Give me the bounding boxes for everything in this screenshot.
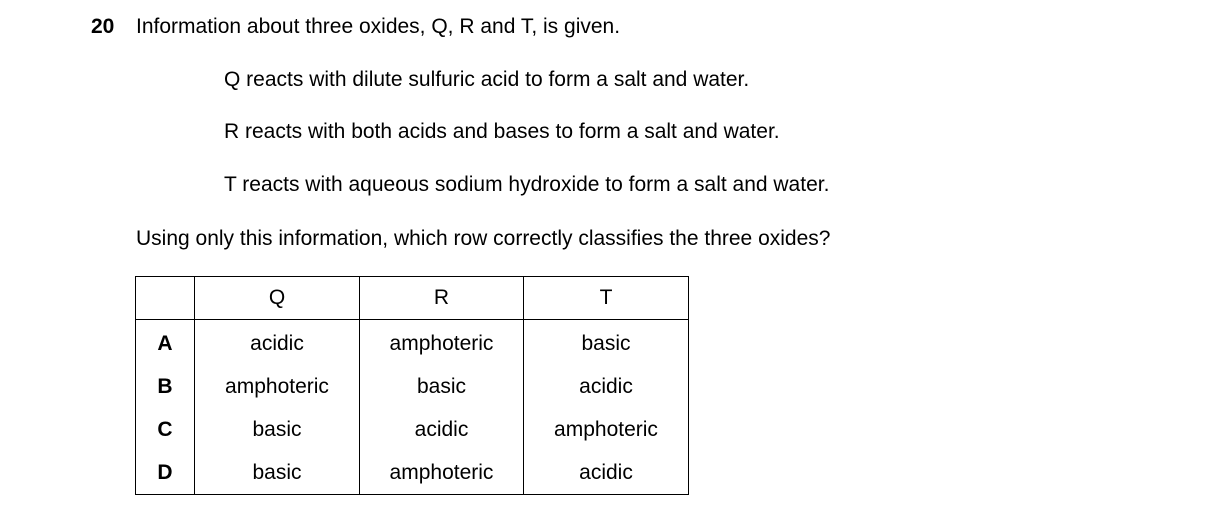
statement-t: T reacts with aqueous sodium hydroxide to form a salt and water. <box>224 173 830 196</box>
cell-r: basic <box>360 365 524 408</box>
header-t: T <box>524 277 689 320</box>
cell-r: amphoteric <box>360 320 524 366</box>
table-header-row <box>136 277 689 320</box>
option-letter: B <box>136 365 195 408</box>
option-letter: C <box>136 408 195 451</box>
table-row-d <box>136 451 689 495</box>
cell-r: acidic <box>360 408 524 451</box>
question-prompt: Using only this information, which row correctly classifies the three oxides? <box>136 227 831 250</box>
cell-q: basic <box>195 408 360 451</box>
cell-t: amphoteric <box>524 408 689 451</box>
table-row-b <box>136 365 689 408</box>
cell-t: acidic <box>524 451 689 495</box>
answer-table <box>135 276 689 495</box>
table-row-c <box>136 408 689 451</box>
option-letter: A <box>136 320 195 366</box>
cell-t: basic <box>524 320 689 366</box>
header-q: Q <box>195 277 360 320</box>
header-r: R <box>360 277 524 320</box>
cell-q: acidic <box>195 320 360 366</box>
table-row-a <box>136 320 689 366</box>
cell-r: amphoteric <box>360 451 524 495</box>
question-stem: Information about three oxides, Q, R and T, is given. <box>136 15 621 38</box>
cell-q: basic <box>195 451 360 495</box>
option-letter: D <box>136 451 195 495</box>
statement-r: R reacts with both acids and bases to form a salt and water. <box>224 120 780 143</box>
cell-t: acidic <box>524 365 689 408</box>
cell-q: amphoteric <box>195 365 360 408</box>
statement-q: Q reacts with dilute sulfuric acid to form a salt and water. <box>224 68 750 91</box>
header-blank <box>136 277 195 320</box>
question-number: 20 <box>91 15 115 38</box>
